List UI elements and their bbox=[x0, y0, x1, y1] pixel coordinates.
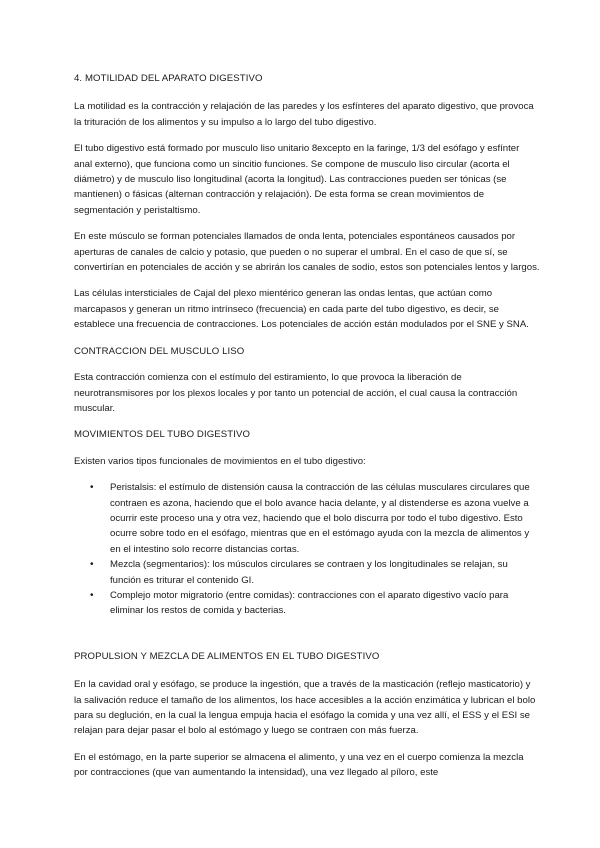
list-item-peristalsis: • Peristalsis: el estímulo de distensión causa la contracción de las células musculares circulares que contraen es azona, haciendo que el bolo avance hacia delante, y al distenderse es azona vuelve a ocurrir este proceso una y otra vez, haciendo que el bolo discurra por todo el tubo digestivo. Esto ocurre sobre todo en el esófago, mientras que en el estómago ayuda con la mezcla de alimentos y en el intestino solo recorre distancias cortas. bbox=[110, 480, 540, 557]
paragraph-movimientos-intro: Existen varios tipos funcionales de movimientos en el tubo digestivo: bbox=[74, 455, 366, 467]
movement-types-list bbox=[74, 480, 540, 619]
heading-contraccion: CONTRACCION DEL MUSCULO LISO bbox=[74, 345, 245, 357]
paragraph-tubo-digestivo: El tubo digestivo está formado por musculo liso unitario 8excepto en la faringe, 1/3 del esófago y esfínter anal externo), que funciona como un sincitio funciones. Se compone de musculo liso circular (acorta el diámetro) y de musculo liso longitudinal (acorta la longitud). Las contracciones pueden ser tónicas (se mantienen) o fásicas (alternan contracción y relajación). De esta forma se crean movimientos de segmentación y peristaltismo. bbox=[74, 143, 520, 216]
paragraph-contraccion: Esta contracción comienza con el estímulo del estiramiento, lo que provoca la liberación de neurotransmisores por los plexos locales y por tanto un potencial de acción, el cual causa la contracción muscular. bbox=[74, 372, 518, 414]
section-title: 4. MOTILIDAD DEL APARATO DIGESTIVO bbox=[74, 73, 263, 84]
paragraph-potenciales: En este músculo se forman potenciales llamados de onda lenta, potenciales espontáneos causados por aperturas de canales de calcio y potasio, que pueden o no superar el umbral. En el caso de que sí, se convertirían en potenciales de acción y se abrirán los canales de sodio, estos son potenciales lentos y largos. bbox=[74, 231, 540, 274]
paragraph-motilidad: La motilidad es la contracción y relajación de las paredes y los esfínteres del aparato digestivo, que provoca la trituración de los alimentos y su impulso a lo largo del tubo digestivo. bbox=[74, 101, 534, 128]
paragraph-cajal: Las células intersticiales de Cajal del plexo mientérico generan las ondas lentas, que actúan como marcapasos y generan un ritmo intrínseco (frecuencia) en cada parte del tubo digestivo, es decir, se establece una frecuencia de contracciones. Los potenciales de acción están modulados por el SNE y SNA. bbox=[74, 288, 529, 331]
list-item-complejo-motor: • Complejo motor migratorio (entre comidas): contracciones con el aparato digestivo vacío para eliminar los restos de comida y bacterias. bbox=[110, 588, 540, 619]
heading-propulsion: PROPULSION Y MEZCLA DE ALIMENTOS EN EL TUBO DIGESTIVO bbox=[74, 650, 380, 662]
paragraph-estomago: En el estómago, en la parte superior se almacena el alimento, y una vez en el cuerpo comienza la mezcla por contracciones (que van aumentando la intensidad), una vez llegado al píloro, este bbox=[74, 751, 524, 779]
heading-movimientos: MOVIMIENTOS DEL TUBO DIGESTIVO bbox=[74, 429, 251, 441]
list-item-mezcla: • Mezcla (segmentarios): los músculos circulares se contraen y los longitudinales se relajan, su función es triturar el contenido GI. bbox=[110, 557, 540, 588]
paragraph-cavidad-oral: En la cavidad oral y esófago, se produce la ingestión, que a través de la masticación (reflejo masticatorio) y la salivación reduce el tamaño de los alimentos, los hace accesibles a la acción enzimática y lubrican el bolo para su deglución, en la cual la lengua empuja hacia el esófago la comida y una vez allí, el ESS y el ESI se relajan para dejar pasar el bolo al estómago y luego se contraen con más fuerza. bbox=[74, 679, 536, 737]
